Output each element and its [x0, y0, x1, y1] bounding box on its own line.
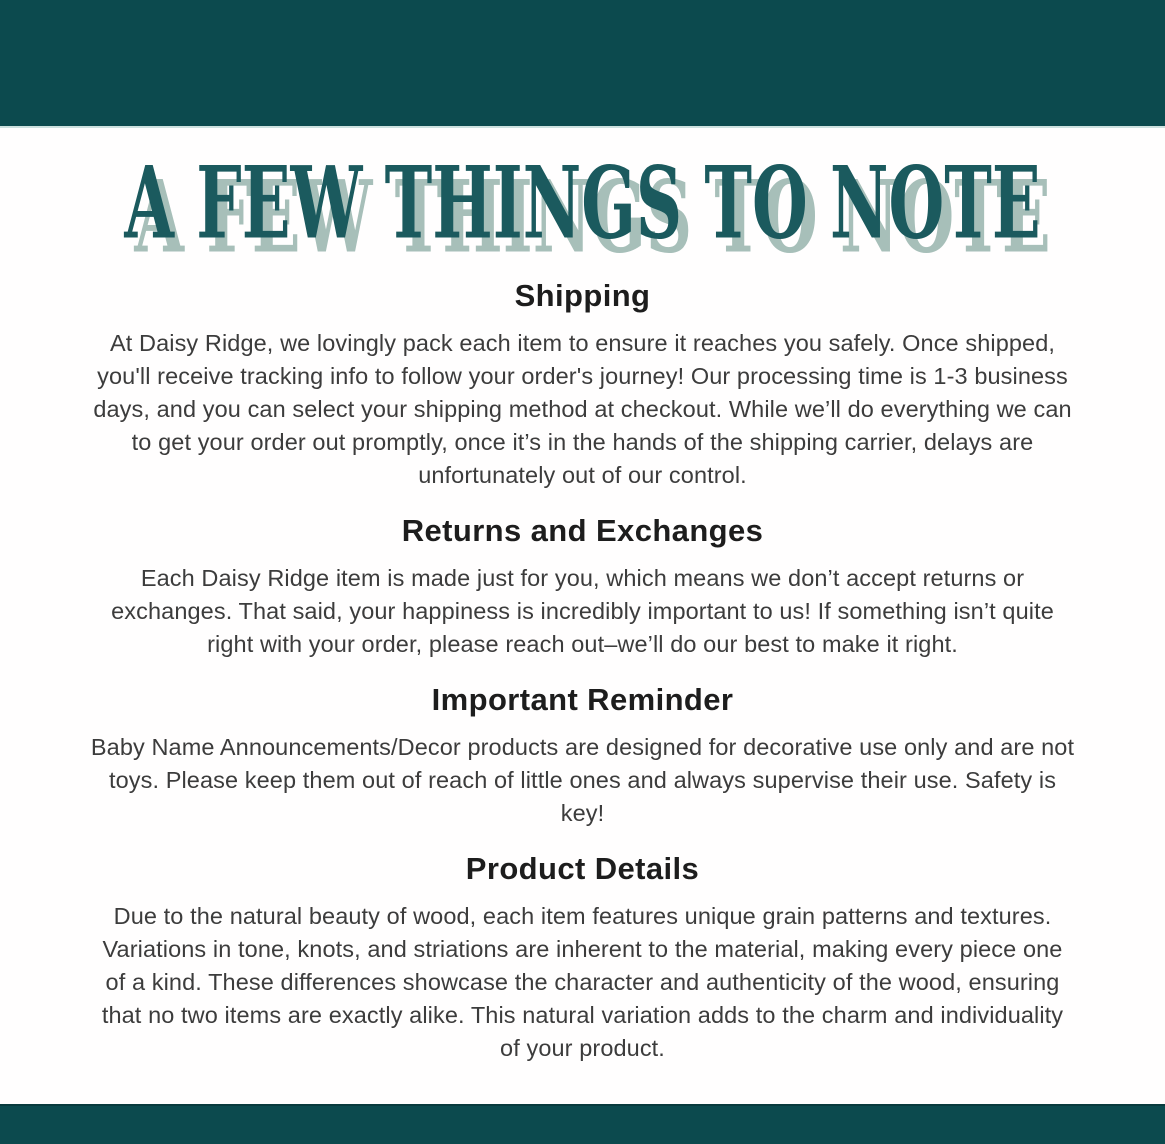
- section-important-reminder: [90, 682, 1075, 830]
- section-body-product-details: Due to the natural beauty of wood, each item features unique grain patterns and textures. Variations in tone, knots, and striations are inherent to the material, making every piece one of a kind. These differences showcase the character and authenticity of the wood, ensuring that no two items are exactly alike. This natural variation adds to the charm and individuality of your product.: [101, 903, 1064, 1061]
- section-heading-important-reminder: Important Reminder: [431, 682, 734, 717]
- section-returns-exchanges: [90, 513, 1075, 661]
- page-title: A FEW THINGS TO NOTE: [124, 146, 1041, 263]
- section-body-shipping: At Daisy Ridge, we lovingly pack each item to ensure it reaches you safely. Once shipped, you'll receive tracking info to follow your order's journey! Our processing time is 1-3 business days, and you can select your shipping method at checkout. While we’ll do everything we can to get your order out promptly, once it’s in the hands of the shipping carrier, delays are unfortunately out of our control.: [93, 330, 1072, 488]
- header-bar: [0, 0, 1165, 128]
- section-product-details: [90, 851, 1075, 1065]
- sections-container: [90, 278, 1075, 1086]
- section-heading-product-details: Product Details: [465, 851, 700, 886]
- section-body-important-reminder: Baby Name Announcements/Decor products are designed for decorative use only and are not toys. Please keep them out of reach of little ones and always supervise their use. Safety is key!: [90, 734, 1075, 826]
- section-heading-shipping: Shipping: [514, 278, 651, 313]
- section-heading-returns-exchanges: Returns and Exchanges: [401, 513, 764, 548]
- section-body-returns-exchanges: Each Daisy Ridge item is made just for you, which means we don’t accept returns or exchanges. That said, your happiness is incredibly important to us! If something isn’t quite right with your order, please reach out–we’ll do our best to make it right.: [111, 565, 1054, 657]
- section-shipping: [90, 278, 1075, 492]
- footer-bar: [0, 1104, 1165, 1144]
